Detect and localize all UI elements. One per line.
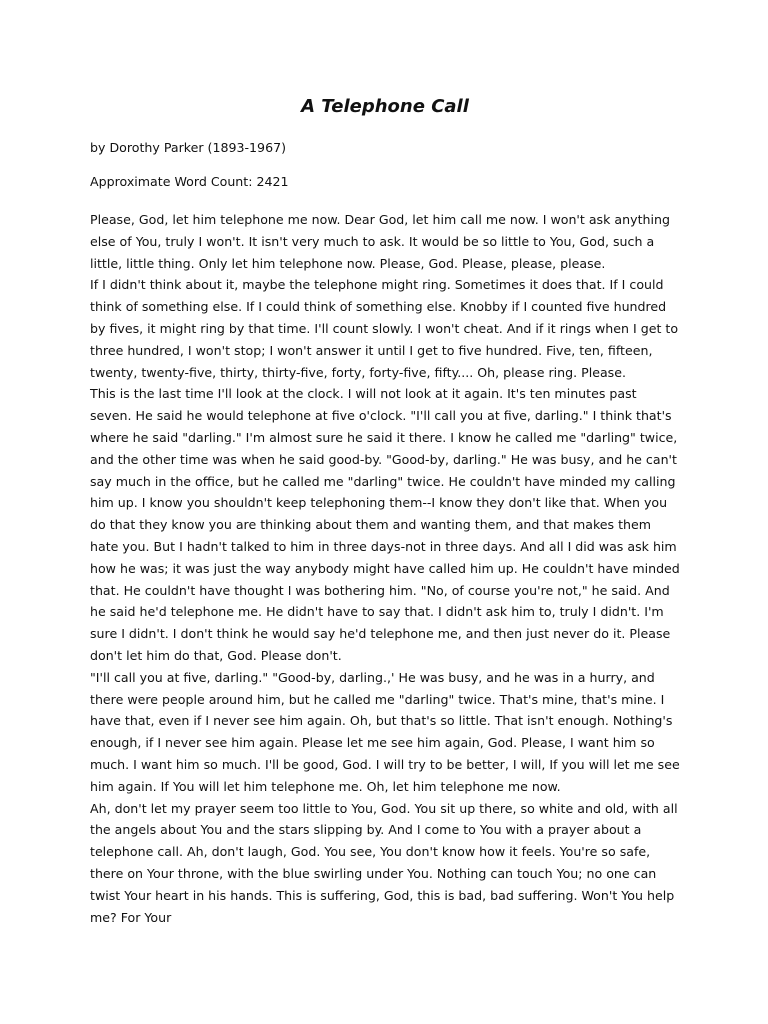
paragraph-3: This is the last time I'll look at the clock. I will not look at it again. It's ten minutes past seven. He said he would telephone at five o'clock. "I'll call you at five, darling." I think that's where he said "darling." I'm almost sure he said it there. I know he called me "darling" twice, and the other time was when he said good-by. "Good-by, darling." He was busy, and he can't say much in the office, but he called me "darling" twice. He couldn't have minded my calling him up. I know you shouldn't keep telephoning them--I know they don't like that. When you do that they know you are thinking about them and wanting them, and that makes them hate you. But I hadn't talked to him in three days-not in three days. And all I did was ask him how he was; it was just the way anybody might have called him up. He couldn't have minded that. He couldn't have thought I was bothering him. "No, of course you're not," he said. And he said he'd telephone me. He didn't have to say that. I didn't ask him to, truly I didn't. I'm sure I didn't. I don't think he would say he'd telephone me, and then just never do it. Please don't let him do that, God. Please don't. [90, 386, 680, 663]
author-line: by Dorothy Parker (1893-1967) [90, 140, 287, 155]
paragraph-2: If I didn't think about it, maybe the telephone might ring. Sometimes it does that. If I could think of something else. If I could think of something else. Knobby if I counted five hundred by fives, it might ring by that time. I'll count slowly. I won't cheat. And if it rings when I get to three hundred, I won't stop; I won't answer it until I get to five hundred. Five, ten, fifteen, twenty, twenty-five, thirty, thirty-five, forty, forty-five, fifty.... Oh, please ring. Please. [90, 277, 679, 380]
paragraph-4: "I'll call you at five, darling." "Good-by, darling.,' He was busy, and he was in a hurry, and there were people around him, but he called me "darling" twice. That's mine, that's mine. I have that, even if I never see him again. Oh, but that's so little. That isn't enough. Nothing's enough, if I never see him again. Please let me see him again, God. Please, I want him so much. I want him so much. I'll be good, God. I will try to be better, I will, If you will let me see him again. If You will let him telephone me. Oh, let him telephone me now. [90, 669, 680, 794]
story-body [90, 209, 680, 928]
paragraph-1: Please, God, let him telephone me now. Dear God, let him call me now. I won't ask anything else of You, truly I won't. It isn't very much to ask. It would be so little to You, God, such a little, little thing. Only let him telephone now. Please, God. Please, please, please. [90, 212, 670, 271]
paragraph-5: Ah, don't let my prayer seem too little to You, God. You sit up there, so white and old, with all the angels about You and the stars slipping by. And I come to You with a prayer about a telephone call. Ah, don't laugh, God. You see, You don't know how it feels. You're so safe, there on Your throne, with the blue swirling under You. Nothing can touch You; no one can twist Your heart in his hands. This is suffering, God, this is bad, bad suffering. Won't You help me? For Your [90, 800, 678, 925]
word-count-line: Approximate Word Count: 2421 [90, 174, 289, 189]
document-title: A Telephone Call [301, 96, 469, 117]
document-page [90, 95, 680, 928]
